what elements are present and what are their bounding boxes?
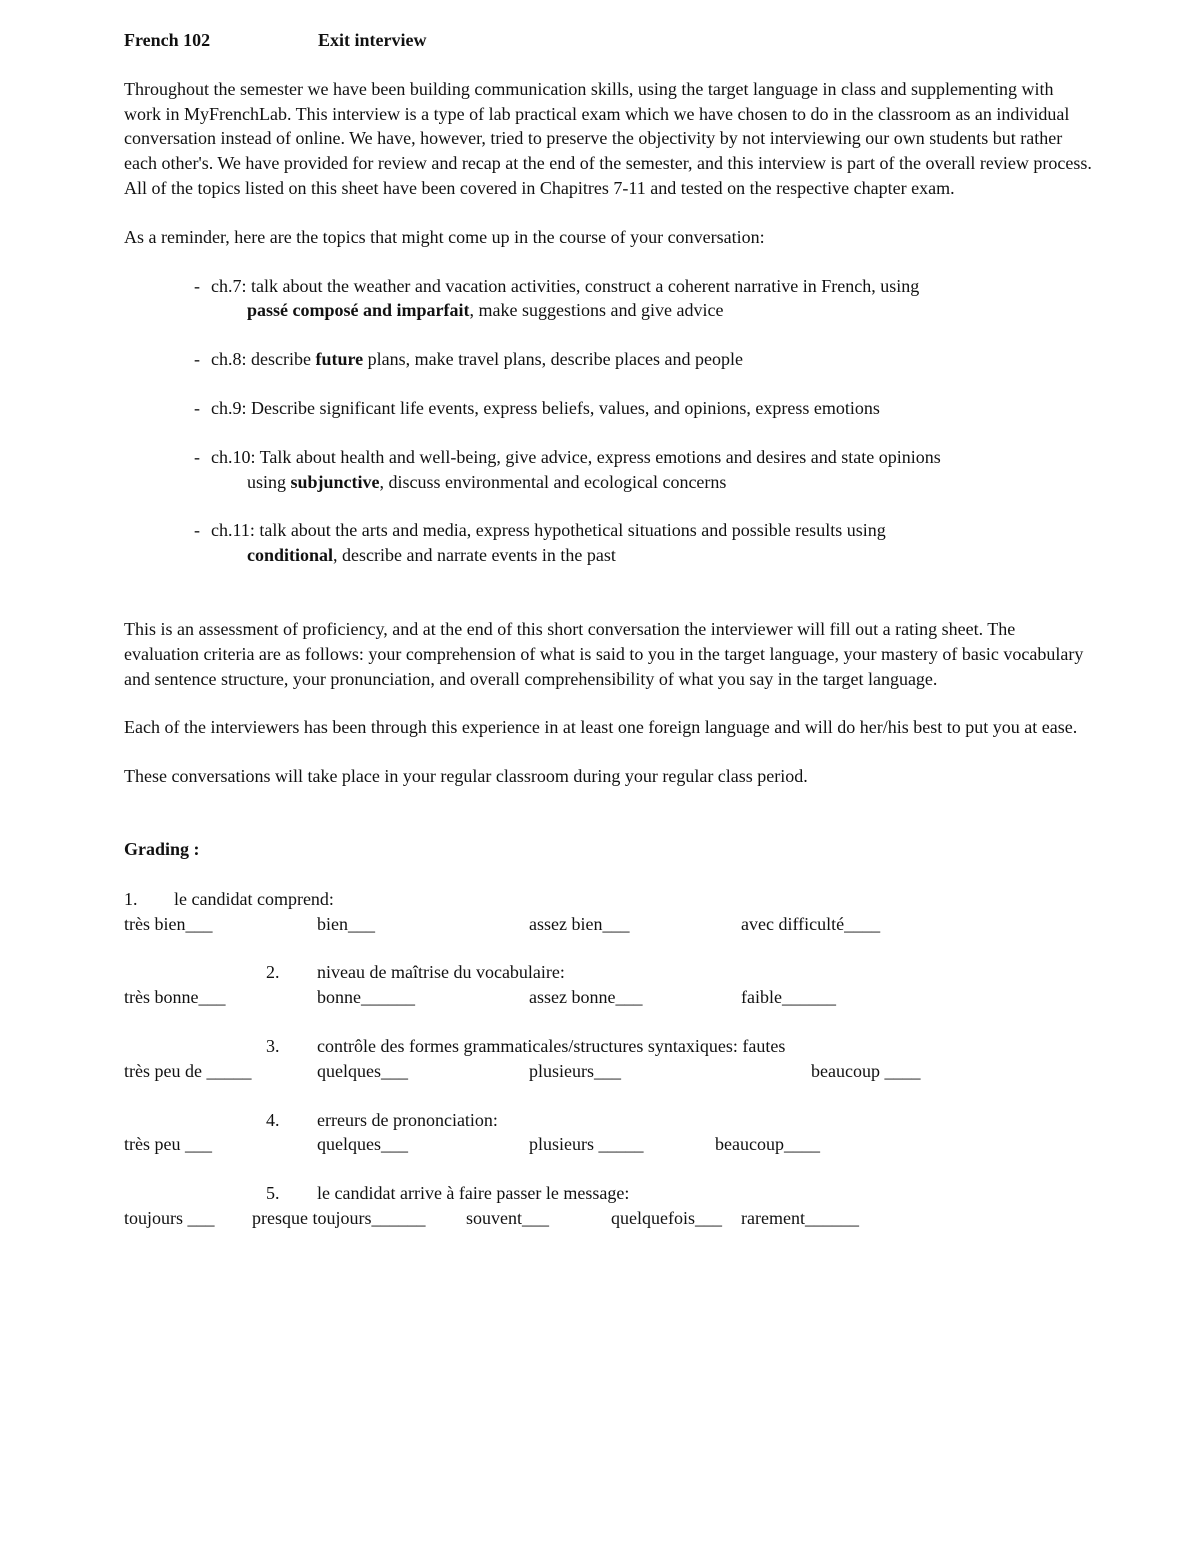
rating-option[interactable]: bonne______	[317, 987, 415, 1008]
intro-paragraph: Throughout the semester we have been building communication skills, using the target language in class and supplementing with work in MyFrenchLab. This interview is a type of lab practical exam which we have chosen to do in the classroom as an individual conversation instead of online. We have, however, tried to preserve the objectivity by not interviewing our own students but rather each other's. We have provided for review and recap at the end of the semester, and this interview is part of the overall review process. All of the topics listed on this sheet have been covered in Chapitres 7-11 and tested on the respective chapter exam.	[124, 78, 1092, 198]
topic-dash: -	[194, 349, 200, 370]
rating-option[interactable]: très peu ___	[124, 1134, 212, 1155]
question-number: 1.	[124, 888, 138, 909]
rating-option[interactable]: quelquefois___	[611, 1207, 722, 1228]
rating-option[interactable]: quelques___	[317, 1060, 408, 1081]
grading-title: Grading :	[124, 838, 200, 859]
rating-option[interactable]: avec difficulté____	[741, 913, 881, 934]
rating-option[interactable]: très bonne___	[124, 987, 226, 1008]
location-paragraph: These conversations will take place in your regular classroom during your regular class period.	[124, 766, 808, 787]
rating-option[interactable]: rarement______	[741, 1207, 859, 1228]
document-header	[124, 28, 1094, 53]
question-text: contrôle des formes grammaticales/structures syntaxiques: fautes	[317, 1035, 786, 1056]
rating-option[interactable]: beaucoup ____	[811, 1060, 921, 1081]
rating-option[interactable]: toujours ___	[124, 1207, 215, 1228]
grading-question-1	[124, 887, 1094, 912]
grading-section	[124, 887, 1094, 1231]
course-name: French 102	[124, 30, 211, 50]
grading-question-3	[124, 1034, 1094, 1059]
grading-question-4	[124, 1108, 1094, 1133]
question-text: le candidat arrive à faire passer le message:	[317, 1183, 630, 1204]
rating-options-2	[124, 985, 1094, 1010]
rating-options-5	[124, 1206, 1094, 1231]
question-text: le candidat comprend:	[174, 888, 334, 909]
document-page	[124, 28, 1094, 1231]
question-text: niveau de maîtrise du vocabulaire:	[317, 962, 565, 983]
interviewers-paragraph: Each of the interviewers has been through this experience in at least one foreign language and will do her/his best to put you at ease.	[124, 717, 1078, 738]
topic-dash: -	[194, 520, 200, 541]
grading-question-2	[124, 960, 1094, 985]
rating-option[interactable]: plusieurs _____	[529, 1134, 644, 1155]
question-number: 3.	[266, 1035, 280, 1056]
question-number: 4.	[266, 1109, 280, 1130]
reminder-paragraph: As a reminder, here are the topics that might come up in the course of your conversation:	[124, 226, 765, 247]
assessment-paragraph: This is an assessment of proficiency, and at the end of this short conversation the interviewer will fill out a rating sheet. The evaluation criteria are as follows: your comprehension of what is said to you in the target language, your mastery of basic vocabulary and sentence structure, your pronunciation, and overall comprehensibility of what you say in the target language.	[124, 618, 1084, 689]
topic-dash: -	[194, 446, 200, 467]
topic-line: ch.9: Describe significant life events, express beliefs, values, and opinions, express emotions	[211, 397, 880, 418]
rating-option[interactable]: beaucoup____	[715, 1134, 820, 1155]
topic-bold-term: future	[315, 349, 364, 370]
topics-list	[124, 274, 1094, 568]
question-number: 2.	[266, 962, 280, 983]
topic-line: ch.10: Talk about health and well-being, give advice, express emotions and desires and state opinions	[211, 446, 941, 467]
rating-option[interactable]: faible______	[741, 987, 836, 1008]
topic-line-rest: , describe and narrate events in the past	[333, 545, 616, 566]
topic-line-rest: , make suggestions and give advice	[469, 300, 724, 321]
topic-bold-term: conditional	[247, 545, 334, 566]
question-text: erreurs de prononciation:	[317, 1109, 498, 1130]
rating-option[interactable]: quelques___	[317, 1134, 408, 1155]
topic-ch9	[124, 396, 1094, 421]
topic-line-pre: ch.8: describe	[211, 349, 316, 370]
rating-options-4	[124, 1132, 1094, 1157]
rating-options-3	[124, 1059, 1094, 1084]
topic-line-pre: using	[247, 471, 291, 492]
topic-ch8	[124, 347, 1094, 372]
document-title: Exit interview	[318, 30, 427, 50]
rating-option[interactable]: assez bonne___	[529, 987, 643, 1008]
topic-ch7	[124, 274, 1094, 324]
topic-dash: -	[194, 275, 200, 296]
rating-option[interactable]: très peu de _____	[124, 1060, 252, 1081]
topic-line-post: plans, make travel plans, describe places and people	[363, 349, 743, 370]
topic-ch10	[124, 445, 1094, 495]
topic-line: ch.11: talk about the arts and media, express hypothetical situations and possible results using	[211, 520, 886, 541]
topic-dash: -	[194, 397, 200, 418]
rating-option[interactable]: presque toujours______	[252, 1207, 426, 1228]
topic-bold-term: subjunctive	[290, 471, 380, 492]
topic-bold-term: passé composé and imparfait	[247, 300, 470, 321]
question-number: 5.	[266, 1183, 280, 1204]
rating-option[interactable]: souvent___	[466, 1207, 549, 1228]
rating-options-1	[124, 912, 1094, 937]
rating-option[interactable]: plusieurs___	[529, 1060, 621, 1081]
topic-line-rest: , discuss environmental and ecological concerns	[379, 471, 727, 492]
rating-option[interactable]: bien___	[317, 913, 375, 934]
grading-question-5	[124, 1181, 1094, 1206]
rating-option[interactable]: très bien___	[124, 913, 213, 934]
rating-option[interactable]: assez bien___	[529, 913, 630, 934]
topic-line: ch.7: talk about the weather and vacation activities, construct a coherent narrative in French, using	[211, 275, 920, 296]
topic-ch11	[124, 518, 1094, 568]
